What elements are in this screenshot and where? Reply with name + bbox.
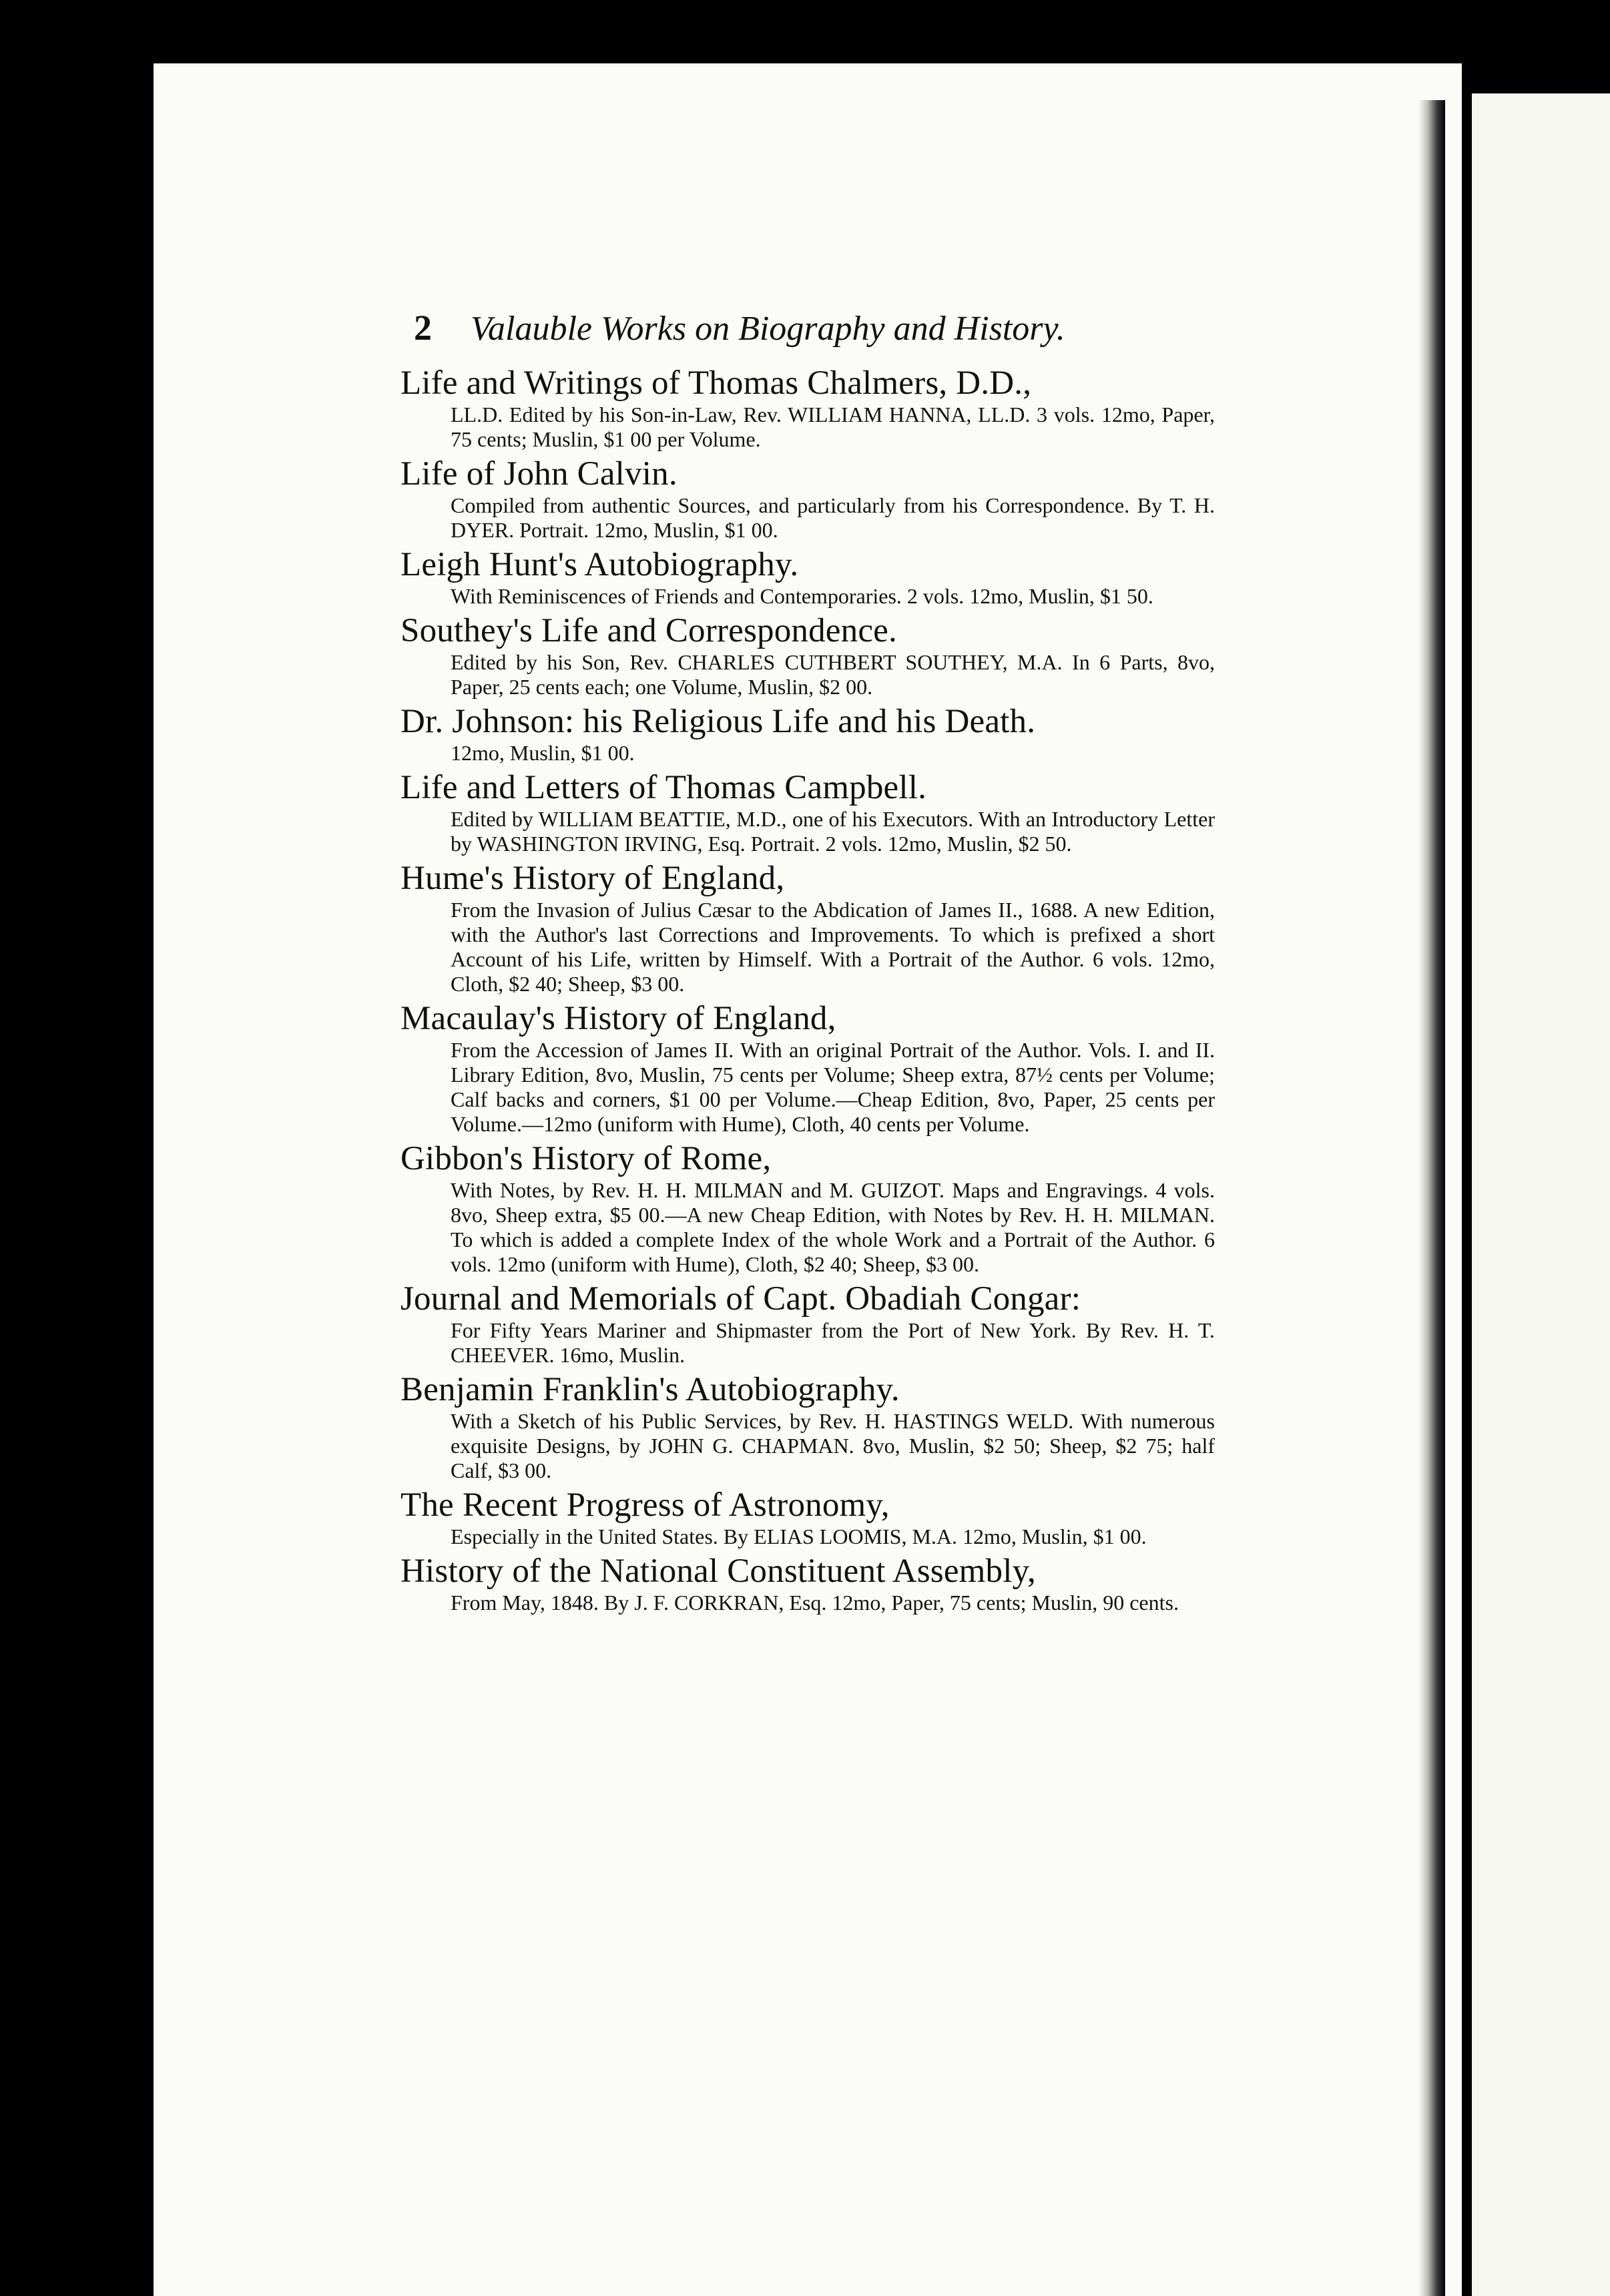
entry-description: With Reminiscences of Friends and Contemporaries. 2 vols. 12mo, Muslin, $1 50. bbox=[451, 584, 1153, 608]
entry-description: With Notes, by Rev. H. H. MILMAN and M. GUIZOT. Maps and Engravings. 4 vols. 8vo, Sheep extra, $5 00.—A new Cheap Edition, with Notes by Rev. H. H. MILMAN. To which is added a complete Index of the whole Work and a Portrait of the Author. 6 vols. 12mo (uniform with Hume), Cloth, $2 40; Sheep, $3 00. bbox=[451, 1178, 1215, 1276]
catalog-entry bbox=[400, 999, 1215, 1137]
entry-title: Macaulay's History of England, bbox=[400, 1000, 836, 1037]
catalog-entry bbox=[400, 364, 1215, 452]
entry-title: Gibbon's History of Rome, bbox=[400, 1140, 772, 1177]
entry-title: Dr. Johnson: his Religious Life and his Death. bbox=[400, 703, 1036, 740]
catalog-entry bbox=[400, 545, 1215, 609]
entry-description: From the Accession of James II. With an original Portrait of the Author. Vols. I. and II. Library Edition, 8vo, Muslin, 75 cents per Volume; Sheep extra, 87½ cents per Volume; Calf backs and corners, $1 00 per Volume.—Cheap Edition, 8vo, Paper, 25 cents per Volume.—12mo (uniform with Hume), Cloth, 40 cents per Volume. bbox=[451, 1038, 1215, 1136]
book-spine-shadow bbox=[1418, 100, 1445, 2296]
entry-description: 12mo, Muslin, $1 00. bbox=[451, 741, 635, 765]
entry-description: Compiled from authentic Sources, and particularly from his Correspondence. By T. H. DYER. Portrait. 12mo, Muslin, $1 00. bbox=[451, 493, 1215, 542]
entry-description: Edited by WILLIAM BEATTIE, M.D., one of his Executors. With an Introductory Letter by WASHINGTON IRVING, Esq. Portrait. 2 vols. 12mo, Muslin, $2 50. bbox=[451, 807, 1215, 856]
entry-description: With a Sketch of his Public Services, by Rev. H. HASTINGS WELD. With numerous exquisite Designs, by JOHN G. CHAPMAN. 8vo, Muslin, $2 50; Sheep, $2 75; half Calf, $3 00. bbox=[451, 1409, 1215, 1482]
facing-page-edge bbox=[1472, 93, 1610, 2296]
entry-title: Life and Writings of Thomas Chalmers, D.D., bbox=[400, 364, 1032, 402]
catalog-entry bbox=[400, 1486, 1215, 1549]
entry-description: For Fifty Years Mariner and Shipmaster from the Port of New York. By Rev. H. T. CHEEVER. 16mo, Muslin. bbox=[451, 1318, 1215, 1367]
entry-title: Journal and Memorials of Capt. Obadiah Congar: bbox=[400, 1280, 1081, 1318]
catalog-entry bbox=[400, 455, 1215, 543]
running-title: Valauble Works on Biography and History. bbox=[471, 310, 1065, 348]
entry-description: From May, 1848. By J. F. CORKRAN, Esq. 12mo, Paper, 75 cents; Muslin, 90 cents. bbox=[451, 1591, 1179, 1615]
catalog-entry bbox=[400, 702, 1215, 766]
entry-title: Life of John Calvin. bbox=[400, 455, 678, 493]
entry-title: The Recent Progress of Astronomy, bbox=[400, 1486, 890, 1524]
entry-title: Hume's History of England, bbox=[400, 860, 785, 897]
catalog-entry bbox=[400, 859, 1215, 996]
entry-title: Leigh Hunt's Autobiography. bbox=[400, 546, 799, 583]
catalog-entry bbox=[400, 1139, 1215, 1277]
catalog-entry bbox=[400, 1279, 1215, 1368]
entry-title: Southey's Life and Correspondence. bbox=[400, 612, 897, 649]
catalog-entry bbox=[400, 611, 1215, 699]
entry-title: Life and Letters of Thomas Campbell. bbox=[400, 769, 927, 806]
entry-description: LL.D. Edited by his Son-in-Law, Rev. WILLIAM HANNA, LL.D. 3 vols. 12mo, Paper, 75 cents; Muslin, $1 00 per Volume. bbox=[451, 402, 1215, 451]
catalog-entry bbox=[400, 1370, 1215, 1483]
entry-description: From the Invasion of Julius Cæsar to the Abdication of James II., 1688. A new Edition, with the Author's last Corrections and Improvements. To which is prefixed a short Account of his Life, written by Himself. With a Portrait of the Author. 6 vols. 12mo, Cloth, $2 40; Sheep, $3 00. bbox=[451, 898, 1215, 996]
entry-title: History of the National Constituent Assembly, bbox=[400, 1552, 1036, 1590]
catalog-list bbox=[400, 364, 1215, 1618]
catalog-entry bbox=[400, 768, 1215, 856]
entry-description: Especially in the United States. By ELIAS LOOMIS, M.A. 12mo, Muslin, $1 00. bbox=[451, 1524, 1147, 1548]
entry-title: Benjamin Franklin's Autobiography. bbox=[400, 1371, 900, 1408]
running-head bbox=[414, 307, 1215, 354]
catalog-entry bbox=[400, 1552, 1215, 1615]
page-number: 2 bbox=[414, 308, 432, 348]
entry-description: Edited by his Son, Rev. CHARLES CUTHBERT SOUTHEY, M.A. In 6 Parts, 8vo, Paper, 25 cents each; one Volume, Muslin, $2 00. bbox=[451, 650, 1215, 699]
